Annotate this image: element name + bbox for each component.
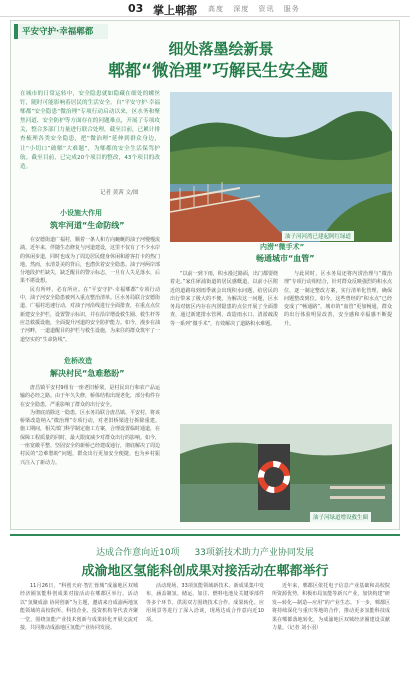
section2-body — [20, 384, 160, 524]
paragraph: 11月26日，“科创天府·智汇蓉城”成渝地区双城经济圈氢能科创成果对接活动在郫都区举行。活动以“氢聚成渝 协同创新”为主题，邀请来自成渝两地氢能领域的高校院所、科技企业、投资机构等代表齐聚一堂，围绕氢能产业技术创新与成果转化开展交流对接，共同推动成渝地区氢能产业协同发展。 — [20, 583, 138, 632]
section2-kicker: 危桥改造 — [64, 357, 92, 365]
section1-title: 筑牢河道“生命防线” — [50, 221, 125, 230]
paragraph: 近年来，郫都区依托电子信息产业基础和高校院所资源优势，积极布局氢能等新兴产业，加快构建“研发—转化—制造—应用”的产业生态。下一步，郫都区将持续深化与重庆等地的合作，推动更多氢能科技成果在郫都落地转化，为成渝地区双城经济圈建设贡献力量。（记者 刘小羽） — [272, 583, 390, 632]
river-greenway-photo — [170, 92, 392, 242]
section1-kicker: 小设施大作用 — [60, 209, 102, 217]
deck-right: 33项新技术助力产业协同发展 — [194, 548, 314, 558]
section-title: 掌上郫都 — [153, 4, 197, 17]
headline-line1: 细处落墨绘新景 — [168, 40, 274, 58]
photo2-caption: 油子河绿道增设救生圈 — [310, 512, 371, 522]
headline-line2: 郫都“微治理”巧解民生安全题 — [108, 61, 328, 80]
section3-body-left — [170, 270, 278, 420]
photo1-caption: 油子河河湾已建起阿红绿道 — [282, 231, 354, 241]
section3-title: 畅通城市“血管” — [256, 254, 315, 263]
paragraph: 唐昌镇平安村9组有一座老旧桥梁，是村民出行和农产品运输的必经之路。由于年久失修，桥体结构出现老化，部分构件存在安全隐患，严重影响了群众的出行安全。 — [20, 385, 160, 408]
paragraph: 为彻底消除这一隐患，区水务局联合唐昌镇、平安村，将该桥梁改造纳入“微治理”专项行动，对老旧桥梁进行拆除重建。施工期间，相关部门科学制定施工方案，合理设置临时通道，在保障工程质量的同时，最大限度减少对群众出行的影响。如今，一座宽敞平整、坚固安全的新桥已经建成通行，彻底解决了周边村民的“急难愁盼”问题，群众出行更加安全便捷，也为乡村振兴注入了新动力。 — [20, 409, 160, 466]
section3-kicker: 内涝“微手术” — [260, 243, 305, 251]
header-tag: 高度 — [208, 5, 224, 13]
column-label: 平安守护·幸福郫都 — [22, 27, 94, 37]
header-tag: 深度 — [233, 5, 250, 13]
column-tag — [14, 24, 108, 39]
paragraph: 活动现场，33项氢能领域新技术、新成果集中发布，涵盖制氢、储运、加注、燃料电池及关键零部件等多个环节。供需双方围绕技术合作、成果转化、应用场景等进行了深入洽谈，现场达成合作意向近10项。 — [146, 583, 264, 623]
article-divider — [10, 534, 400, 536]
header-tags — [208, 4, 306, 14]
header-tag: 服务 — [283, 5, 300, 13]
page-header — [0, 0, 410, 17]
second-article-col2 — [146, 582, 264, 677]
byline: 记者 黄茜 文/图 — [100, 190, 139, 196]
section3-body-right — [284, 270, 392, 420]
paragraph: 民有所呼，必有所应。在“平安守护·幸福郫都”专项行动中，油子河安全隐患被列入重点整治清单。区水务局联合安德街道、广福村迅速行动，对油子河沿线进行全面排查，在重点点位新建安全护栏，设置警示标识，并在沿岸增设救生圈、救生杆等应急救援设施，全面提升河道的安全防护能力。如今，漫步在油子河畔，一道道醒目的护栏与救生设施，为来往的群众筑牢了一道坚实的“生命防线”。 — [20, 286, 160, 343]
paragraph: 与此同时，区水务局还将内涝治理与“微治理”专项行动相结合，针对群众反映强烈的积水点位，逐一制定整改方案，实行清单化管理，确保问题整改到位。如今，这些曾经的“积水点”已经变成了“畅通路”，城市的“血管”更加畅通，群众的出行体验明显改善，安全感和幸福感不断提升。 — [284, 271, 392, 327]
section2-title: 解决村民“急难愁盼” — [50, 369, 125, 378]
section1-body — [20, 236, 160, 354]
paragraph: 在安德街道广福村，顺着一条人和方向蜿蜒的油子河慢慢流淌。近年来，伴随生态修复与河道建设，这里不仅有了不少水岸的休闲步道，同时也成为了周边居民健身休闲和游客打卡的热门地。然而，水清景美的背后，也潜伏着安全隐患。油子河两岸部分地段护栏缺失，缺乏醒目的警示标志，一旦有人失足落水，后果不堪设想。 — [20, 237, 160, 285]
lead-paragraph: 在城市的日常运转中，安全隐患就如隐藏在细处的螺丝钉，随时可能影响着居民的生活安全。自“平安守护·幸福郫都”安全隐患“微治理”专项行动启动以来，区水务和聚焦河道、安全防护等方面存在的问题难点，开展了专项攻关，整合多部门力量进行联合处理，截至目前，已累计排查梳理各类安全隐患，把“微治理”延伸到群众身边，让“小切口”破解“大难题”，为郫都的安全生活保驾护航。截至目前，已完成20个项目的整改，43个项目的改造。 — [20, 91, 160, 170]
paragraph: “以前一到下雨，积水漫过路面，出门都要绕着走。”家住犀浦街道的居民感慨道，以前小区附近的道路每到雨季就会出现积水问题，给居民的出行带来了极大的不便。为解决这一问题，区水务局对辖区内存在内涝隐患的点位开展了全面排查，通过新建排水管网、改造雨水口、清淤疏浚等一系列“微手术”，有效解决了道路积水难题。 — [170, 271, 278, 327]
header-tag: 资讯 — [258, 5, 275, 13]
lifebuoy-photo — [180, 424, 392, 522]
second-article-deck — [0, 545, 410, 558]
river-greenway-image — [170, 92, 392, 242]
page-number: 03 — [128, 2, 144, 15]
deck-left: 达成合作意向近10项 — [96, 548, 180, 558]
second-article-col1 — [20, 582, 138, 677]
second-article-col3 — [272, 582, 390, 677]
second-article-headline: 成渝地区氢能科创成果对接活动在郫都举行 — [81, 564, 329, 579]
lifebuoy-image — [180, 424, 392, 522]
